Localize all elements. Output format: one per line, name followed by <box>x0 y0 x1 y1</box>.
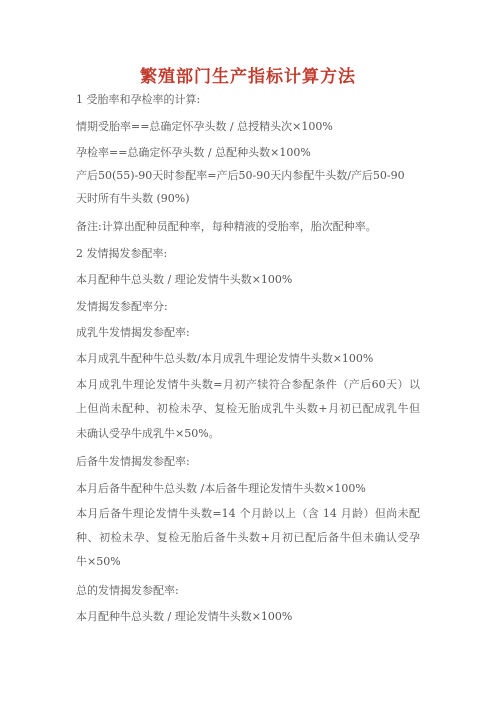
text-line-heat-rate-types: 发情揭发参配率分: <box>76 300 168 313</box>
text-line-adult-cow-theory-3: 未确认受孕牛成乳牛×50%。 <box>76 427 220 440</box>
text-line-heading-2: 2 发情揭发参配率: <box>76 247 168 260</box>
text-line-heifer-theory-3: 牛×50% <box>76 555 121 568</box>
document-title: 繁殖部门生产指标计算方法 <box>140 67 356 87</box>
text-line-total-heading: 总的发情揭发参配率: <box>76 584 179 597</box>
text-line-heifer-formula: 本月后备牛配种牛总头数 /本后备牛理论发情牛头数×100% <box>76 482 366 495</box>
text-line-heifer-theory-1: 本月后备牛理论发情牛头数=14 个月龄以上（含 14 月龄）但尚未配 <box>76 507 420 520</box>
text-line-note: 备注:计算出配种员配种率，每种精液的受胎率，胎次配种率。 <box>76 220 377 233</box>
text-line-adult-cow-theory-1: 本月成乳牛理论发情牛头数=月初产犊符合参配条件（产后60天）以 <box>76 378 420 391</box>
text-line-heat-rate-formula: 本月配种牛总头数 / 理论发情牛头数×100% <box>76 273 293 286</box>
text-line-adult-cow-theory-2: 上但尚未配种、初检未孕、复检无胎成乳牛头数+月初已配成乳牛但 <box>76 402 420 415</box>
text-line-adult-cow-formula: 本月成乳牛配种牛总头数/本月成乳牛理论发情牛头数×100% <box>76 352 374 365</box>
text-line-heading-1: 1 受胎率和孕检率的计算: <box>76 93 201 106</box>
text-line-heifer-theory-2: 种、初检未孕、复检无胎后备牛头数+月初已配后备牛但未确认受孕 <box>76 531 420 544</box>
text-line-adult-cow-heading: 成乳牛发情揭发参配率: <box>76 326 190 339</box>
text-line-postpartum-rate-cont: 天时所有牛头数 (90%) <box>76 192 190 205</box>
text-line-conception-rate: 情期受胎率==总确定怀孕头数 / 总授精头次×100% <box>76 120 333 133</box>
text-line-total-formula: 本月配种牛总头数 / 理论发情牛头数×100% <box>76 610 293 623</box>
text-line-postpartum-rate: 产后50(55)-90天时参配率=产后50-90天内参配牛头数/产后50-90 <box>76 169 405 182</box>
text-line-heifer-heading: 后备牛发情揭发参配率: <box>76 455 190 468</box>
text-line-pregnancy-check-rate: 孕检率==总确定怀孕头数 / 总配种头数×100% <box>76 146 311 159</box>
